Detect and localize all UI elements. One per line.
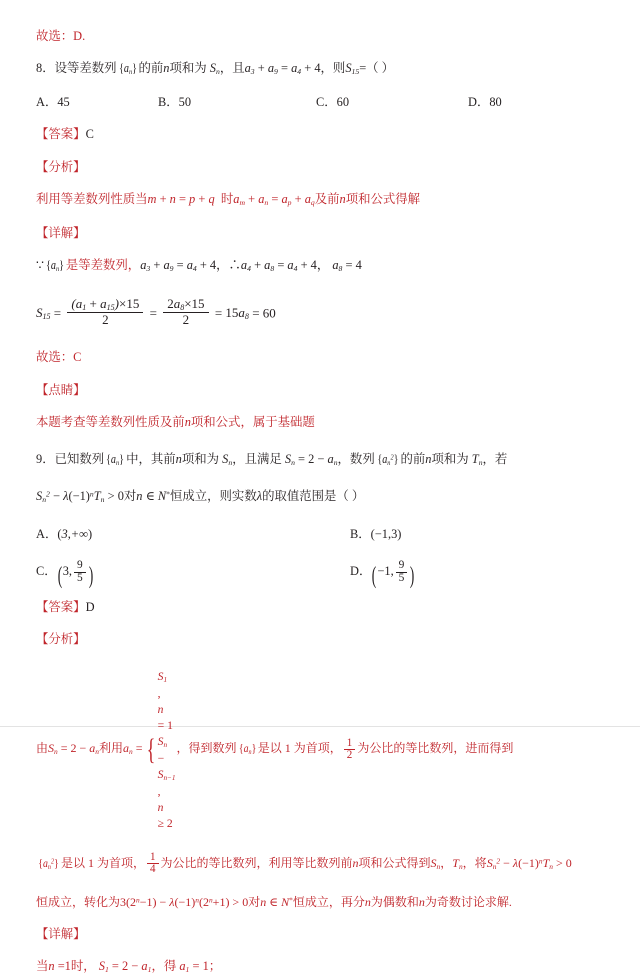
q8-highlight-n: n <box>184 415 191 430</box>
q8-sequence-brace: $\{a_n\}$ <box>118 61 137 77</box>
q9-analysis-l2-eq: $S_n^2 - \lambda(-1)^nT_n > 0$ <box>486 855 572 871</box>
q8-stem-n: n <box>163 61 170 76</box>
q9-stem-line2-b: 恒成立，则实数 <box>169 489 257 504</box>
q9-analysis-l3-n1: n <box>364 894 371 909</box>
q9-analysis-line-1 <box>36 669 606 832</box>
q9-stem-part-4: ，且满足 <box>232 451 282 466</box>
q8-analysis-text-4: 项和公式得解 <box>345 192 421 207</box>
q9-stem-part-8: ，若 <box>482 451 508 466</box>
q9-analysis-l1-e: 为公比的等比数列，进而得到 <box>357 741 514 756</box>
q8-option-b[interactable] <box>158 96 316 108</box>
q9-solution-label-line <box>36 928 606 940</box>
q8-option-b-key: B． <box>158 95 179 110</box>
question-8-stem <box>36 62 606 76</box>
q8-stem-part-4: ，且 <box>219 61 245 76</box>
q9-analysis-label-line <box>36 633 606 645</box>
q9-piecewise-case-1: $S_1$ , n = 1 <box>157 670 173 733</box>
q8-option-c[interactable] <box>316 96 468 108</box>
q9-analysis-l1-b: 利用 <box>99 741 124 756</box>
q8-option-a-key: A． <box>36 95 58 110</box>
q9-option-d-key: D． <box>350 564 372 579</box>
q8-analysis-body <box>36 193 606 207</box>
q8-analysis-formula-1: m + n = p + q <box>147 192 215 207</box>
q9-stem-sn: $S_n$ <box>222 451 233 467</box>
q8-stem-part-2: 的前 <box>138 61 164 76</box>
q8-formula-result: 60 <box>262 305 276 321</box>
q9-answer-label: 【答案】 <box>36 599 86 614</box>
q8-formula-term-3: $15a_8$ <box>225 305 249 322</box>
q9-option-c-left-paren: ( <box>57 561 62 589</box>
question-8-number: 8． <box>36 61 55 76</box>
question-9-stem-line-2 <box>36 490 606 504</box>
q8-solution-eq-1: $a_3 + a_9 = a_4 + 4$ <box>140 258 217 274</box>
q9-option-c-right-paren: ) <box>88 561 93 589</box>
top-spacer <box>36 0 606 30</box>
q8-because-symbol: ∵ <box>36 258 44 273</box>
q9-piecewise-case-2: $S_n$ − $S_{n-1}$ , n ≥ 2 <box>157 735 176 830</box>
q8-analysis-label: 【分析】 <box>36 159 86 174</box>
q9-option-d[interactable] <box>350 559 415 589</box>
q9-analysis-l1-fraction-denominator: 2 <box>344 749 356 761</box>
q9-analysis-l3-d: 为偶数和 <box>370 894 419 909</box>
q8-analysis-text-3: 及前 <box>314 192 340 207</box>
q8-formula-fraction-1-numerator: $(a_1 + a_{15})\times 15$ <box>71 295 140 312</box>
q9-option-d-numerator: 9 <box>398 559 405 572</box>
q8-highlight-text-2: 项和公式，属于基础题 <box>190 415 315 430</box>
q9-analysis-l2-seq: $\{a_n^2\}$ <box>38 855 59 871</box>
q9-analysis-l2-fraction-numerator: 1 <box>149 851 156 864</box>
q9-stem-inequality: $S_n^2 - \lambda(-1)^nT_n > 0$ <box>36 489 124 505</box>
q8-analysis-text-2: 时 <box>220 192 234 207</box>
q8-option-c-value: 60 <box>336 95 350 110</box>
q9-stem-n-set: n ∈ N* <box>136 489 170 504</box>
q9-stem-equation: $S_n = 2 - a_n$ <box>284 451 338 467</box>
q9-analysis-label: 【分析】 <box>36 631 86 646</box>
q9-option-d-fraction <box>396 560 408 584</box>
q9-stem-n-2: n <box>425 451 432 466</box>
q8-option-d-key: D． <box>468 95 490 110</box>
q9-option-b-key: B． <box>350 526 371 541</box>
q9-solution-label: 【详解】 <box>36 926 86 941</box>
q8-choose-line <box>36 351 606 363</box>
q9-analysis-l3-c: 恒成立，再分 <box>292 894 365 909</box>
q9-option-a[interactable] <box>36 528 350 540</box>
q9-solution-line-1 <box>36 960 606 974</box>
q8-solution-sequence: $\{a_n\}$ <box>45 258 64 274</box>
q9-stem-part-5: ，数列 <box>337 451 375 466</box>
q8-stem-equation: $a_3 + a_9 = a_4 + 4$ <box>244 61 321 77</box>
q9-option-a-value: (3,+∞) <box>57 526 93 541</box>
q8-highlight-label-line <box>36 384 606 396</box>
q8-analysis-text-1: 利用等差数列性质当 <box>36 192 148 207</box>
q9-stem-line2-a: 对 <box>123 489 137 504</box>
q9-option-d-denominator: 5 <box>396 572 408 585</box>
q8-solution-label: 【详解】 <box>36 225 86 240</box>
q9-solution-l1-eq2: $a_1 = 1$ <box>179 958 209 974</box>
q9-answer-value: D <box>85 599 95 614</box>
q8-stem-part-3: 项和为 <box>169 61 207 76</box>
q9-analysis-l1-seq: $\{a_n\}$ <box>238 741 256 757</box>
q8-solution-text-1: 是等差数列， <box>65 258 141 273</box>
q9-solution-l1-a: 当 <box>36 958 49 973</box>
q8-answer-label: 【答案】 <box>36 127 86 142</box>
q9-option-d-left-value: −1, <box>377 564 394 579</box>
q9-solution-l1-eq1: $S_1 = 2 - a_1$ <box>98 958 152 974</box>
q8-formula-fraction-1 <box>67 297 143 328</box>
q9-option-c-left-value: 3, <box>62 564 72 579</box>
piecewise-brace-icon: { <box>146 734 155 767</box>
q9-analysis-l2-sn: $S_n$ <box>430 855 441 871</box>
q8-stem-part-1: 设等差数列 <box>54 61 117 76</box>
q9-analysis-l2-n: n <box>352 855 359 870</box>
q8-analysis-text-n: n <box>339 192 346 207</box>
question-9-options-row-1 <box>36 528 606 540</box>
q8-solution-text-2: ，∴ <box>216 258 241 273</box>
q9-analysis-line-2 <box>36 852 606 876</box>
q9-analysis-l2-d: ，将 <box>462 855 487 870</box>
q9-option-d-left-paren: ( <box>372 561 377 589</box>
q8-formula-lhs: $S_{15}$ <box>36 305 51 322</box>
q8-analysis-label-line <box>36 161 606 173</box>
q9-option-c[interactable] <box>36 559 350 589</box>
q9-stem-part-3: 项和为 <box>181 451 220 466</box>
q9-option-c-denominator: 5 <box>74 572 86 585</box>
q8-option-a-value: 45 <box>57 95 70 110</box>
q9-analysis-l1-eq1: $S_n = 2 - a_n$ <box>48 741 99 757</box>
q9-analysis-l3-a: 恒成立，转化为 <box>36 894 121 909</box>
q9-analysis-l1-d: 是以 1 为首项， <box>257 741 342 756</box>
q8-stem-sn: $S_n$ <box>209 61 220 77</box>
q8-highlight-body <box>36 416 606 428</box>
q8-stem-s15: $S_{15}$ <box>345 61 360 77</box>
q8-highlight-label: 【点睛】 <box>36 382 86 397</box>
q9-analysis-l2-comma: ， <box>440 855 453 870</box>
q9-analysis-l3-n2: n <box>418 894 425 909</box>
question-9-options-row-2 <box>36 559 606 589</box>
q9-analysis-l3-set: n ∈ N* <box>260 894 293 909</box>
q9-stem-lambda: λ <box>256 489 263 504</box>
previous-answer-text: 故选：D. <box>36 29 86 43</box>
q9-analysis-l1-eq2: $a_n$ = <box>123 741 143 757</box>
q8-stem-part-5: ，则 <box>320 61 346 76</box>
q8-highlight-text-1: 本题考查等差数列性质及前 <box>36 415 185 430</box>
q9-stem-part-2: 中，其前 <box>126 451 176 466</box>
q9-analysis-piecewise <box>144 669 176 832</box>
q8-solution-label-line <box>36 227 606 239</box>
q8-stem-part-6: =（ ） <box>359 61 395 76</box>
q8-option-a[interactable] <box>36 96 158 108</box>
q9-analysis-l3-eq: $3(2^n-1) - \lambda(-1)^n(2^n+1) > 0$ <box>120 894 249 909</box>
q8-option-d-value: 80 <box>489 95 502 110</box>
q9-stem-part-6: 的前 <box>400 451 426 466</box>
q8-formula-fraction-2 <box>163 297 208 328</box>
q8-formula-fraction-1-denominator: 2 <box>67 312 143 328</box>
q9-analysis-l2-a: 是以 1 为首项， <box>60 855 145 870</box>
q9-analysis-l1-c: ，得到数列 <box>176 741 237 756</box>
q9-analysis-l2-tn: $T_n$ <box>452 855 463 871</box>
q8-answer-line <box>36 128 606 140</box>
q8-solution-text-3: ， <box>316 258 330 273</box>
q9-solution-l1-n: n =1 <box>48 958 71 973</box>
q9-analysis-l2-fraction <box>147 852 159 876</box>
q8-solution-eq-3: $a_8 = 4$ <box>332 258 362 274</box>
q9-option-b[interactable] <box>350 528 401 540</box>
q9-stem-tn: $T_n$ <box>471 451 483 467</box>
q8-analysis-formula-2: $a_m + a_n = a_p + a_q$ <box>233 192 315 208</box>
q9-option-c-fraction <box>74 560 86 584</box>
q8-answer-value: C <box>85 127 94 142</box>
q9-analysis-l2-c: 项和公式得到 <box>358 855 431 870</box>
q9-solution-l1-b: 时， <box>70 958 96 973</box>
q8-option-d[interactable] <box>468 96 502 108</box>
q9-answer-line <box>36 601 606 613</box>
q9-stem-part-1: 已知数列 <box>54 451 105 466</box>
q9-sequence-brace: $\{a_n\}$ <box>106 451 125 467</box>
q9-option-c-numerator: 9 <box>77 559 83 572</box>
question-9-number: 9． <box>36 451 55 466</box>
q9-sequence-squared-brace: $\{a_n^2\}$ <box>377 451 399 467</box>
q9-solution-l1-d: ； <box>208 958 222 973</box>
q9-stem-line2-c: 的取值范围是（ ） <box>262 489 365 504</box>
q8-formula-fraction-2-denominator: 2 <box>163 312 208 328</box>
q9-analysis-l1-fraction-numerator: 1 <box>346 736 353 749</box>
q9-analysis-l1-a: 由 <box>36 741 49 756</box>
q8-choose-text: 故选：C <box>36 350 82 365</box>
q9-stem-part-7: 项和为 <box>431 451 469 466</box>
q9-option-b-value: (−1,3) <box>370 526 402 541</box>
question-9-stem-line-1 <box>36 453 606 467</box>
q9-stem-n: n <box>175 451 182 466</box>
q9-analysis-l1-fraction <box>344 738 356 762</box>
q8-option-b-value: 50 <box>178 95 192 110</box>
q8-solution-line-1 <box>36 259 606 273</box>
q8-solution-eq-2: $a_4 + a_8 = a_4 + 4$ <box>240 258 317 274</box>
q9-analysis-l3-b: 对 <box>248 894 261 909</box>
q9-analysis-l2-fraction-denominator: 4 <box>147 863 159 875</box>
q8-solution-formula: $S_{15}$ = $\frac{(a_1 + a_{15})\times 15}{2}$ = $\frac{2a_8\times 15}{2}$ = $15a_8 = 60$ <box>36 295 276 327</box>
q9-analysis-l3-e: 为奇数讨论求解. <box>424 894 512 909</box>
q9-option-c-key: C． <box>36 564 57 579</box>
q9-solution-l1-c: ，得 <box>151 958 177 973</box>
question-8-options <box>36 96 606 108</box>
q9-analysis-l2-b: 为公比的等比数列，利用等比数列前 <box>160 855 353 870</box>
q8-formula-fraction-2-numerator: $2a_8\times 15$ <box>167 295 205 312</box>
q8-option-c-key: C． <box>316 95 337 110</box>
q9-analysis-line-3 <box>36 896 606 908</box>
q9-option-a-key: A． <box>36 526 58 541</box>
previous-answer-line <box>36 30 606 42</box>
q9-option-d-right-paren: ) <box>410 561 415 589</box>
